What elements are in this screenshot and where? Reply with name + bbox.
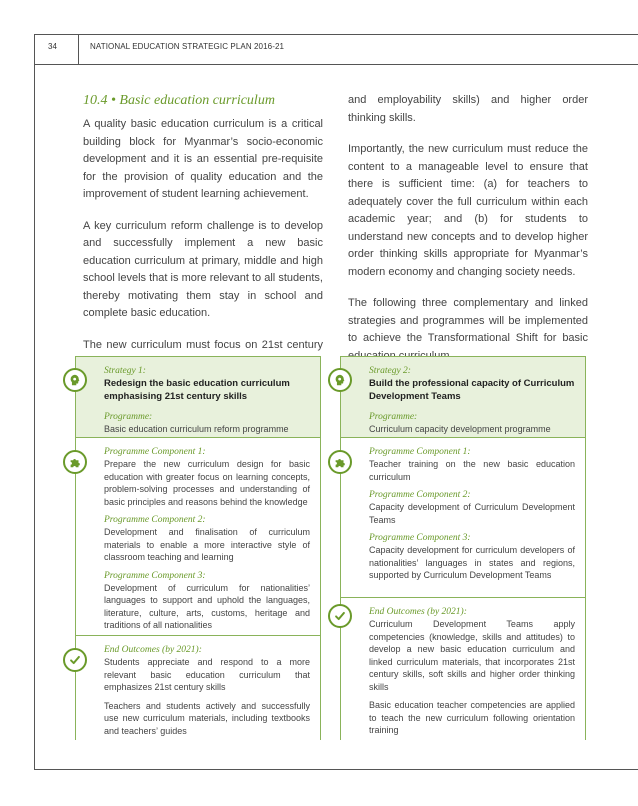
left-text-column — [83, 92, 323, 386]
paragraph: A key curriculum reform challenge is to develop and successfully implement a new basic education curriculum at primary, middle and high school levels that is more relevant to all students, thereby motivating them stay in school and complete basic education. — [83, 219, 323, 319]
component-text: Capacity development of Curriculum Development Teams — [369, 502, 575, 525]
component-text: Development of curriculum for nationalities’ languages to support and uphold the languages, literature, culture, arts, customs, heritage and traditions of all nationalities — [104, 582, 310, 630]
strategy-title: Redesign the basic education curriculum emphasising 21st century skills — [104, 378, 290, 402]
component-text: Capacity development for curriculum developers of nationalities’ languages in states and regions, supported by Curriculum Development Teams — [369, 545, 575, 580]
puzzle-piece-icon — [63, 450, 87, 474]
check-circle-icon — [328, 604, 352, 628]
paragraph: The new curriculum must focus on 21st century — [83, 338, 323, 351]
section-heading: 10.4 • Basic education curriculum — [83, 93, 275, 108]
component-label: Programme Component 1: — [104, 447, 206, 457]
puzzle-piece-icon — [328, 450, 352, 474]
programme-name: Basic education curriculum reform programme — [104, 424, 289, 434]
check-circle-icon — [63, 648, 87, 672]
right-text-column — [348, 92, 588, 379]
outcomes-label: End Outcomes (by 2021): — [104, 645, 202, 655]
outcome-text: Students appreciate and respond to a more relevant basic education curriculum that emphasizes 21st century skills — [104, 657, 310, 692]
outcome-text: Teachers and students actively and successfully use new curriculum materials, including textbooks and teachers’ guides — [104, 700, 310, 736]
paragraph: Importantly, the new curriculum must reduce the content to a manageable level to ensure that there is sufficient time: (a) for teachers to adequately cover the full curriculum within each academic year; and (b) for students to understand new concepts and to develop higher order thinking skills appropriate for Myanmar’s modern economy and changing society needs. — [348, 143, 588, 278]
outcome-text: Curriculum Development Teams apply competencies (knowledge, skills and attitudes) to develop a new basic education curriculum and linked curriculum materials, that incorporates 21st century skills, soft skills and higher order thinking skills — [369, 619, 575, 692]
running-header-title: NATIONAL EDUCATION STRATEGIC PLAN 2016-21 — [90, 42, 285, 51]
outcome-text: Basic education teacher competencies are applied to teach the new curriculum following orientation training — [369, 700, 575, 735]
page-number: 34 — [48, 42, 57, 51]
programme-label: Programme: — [104, 412, 153, 422]
paragraph: The following three complementary and linked strategies and programmes will be implemented to achieve the Transformational Shift for basic — [348, 297, 588, 344]
component-label: Programme Component 3: — [369, 533, 471, 543]
strategy-title: Build the professional capacity of Curriculum Development Teams — [369, 378, 575, 402]
strategy-1-box — [76, 356, 320, 438]
component-text: Development and finalisation of curriculum materials to enable a more interactive style of classroom teaching and learning — [104, 527, 310, 562]
end-outcomes-2 — [341, 598, 585, 749]
end-outcomes-1 — [76, 636, 320, 749]
programme-label: Programme: — [369, 412, 418, 422]
paragraph: A quality basic education curriculum is a critical building block for Myanmar’s socio-economic development and it is an essential pre-requisite for the provision of quality education and the improvement of student learning achievement. — [83, 118, 323, 200]
head-gear-icon — [63, 368, 87, 392]
outcomes-label: End Outcomes (by 2021): — [369, 607, 467, 617]
strategy-label: Strategy 2: — [369, 366, 411, 376]
component-label: Programme Component 1: — [369, 447, 471, 457]
head-gear-icon — [328, 368, 352, 392]
strategy-1-panel — [75, 356, 321, 740]
component-text: Teacher training on the new basic education curriculum — [369, 459, 575, 482]
header-divider — [78, 34, 79, 64]
strategy-label: Strategy 1: — [104, 366, 146, 376]
component-text: Prepare the new curriculum design for basic education with greater focus on learning concepts, problem-solving processes and understanding of basic principles and reasons behind the knowledge — [104, 459, 310, 507]
programme-components-1 — [76, 438, 320, 636]
strategy-2-panel — [340, 356, 586, 740]
component-label: Programme Component 2: — [369, 490, 471, 500]
paragraph: and employability skills) and higher order thinking skills. — [348, 94, 588, 124]
programme-name: Curriculum capacity development programme — [369, 424, 551, 434]
component-label: Programme Component 2: — [104, 515, 206, 525]
strategy-2-box — [341, 356, 585, 438]
component-label: Programme Component 3: — [104, 570, 206, 581]
header-rule — [34, 64, 638, 65]
programme-components-2 — [341, 438, 585, 598]
